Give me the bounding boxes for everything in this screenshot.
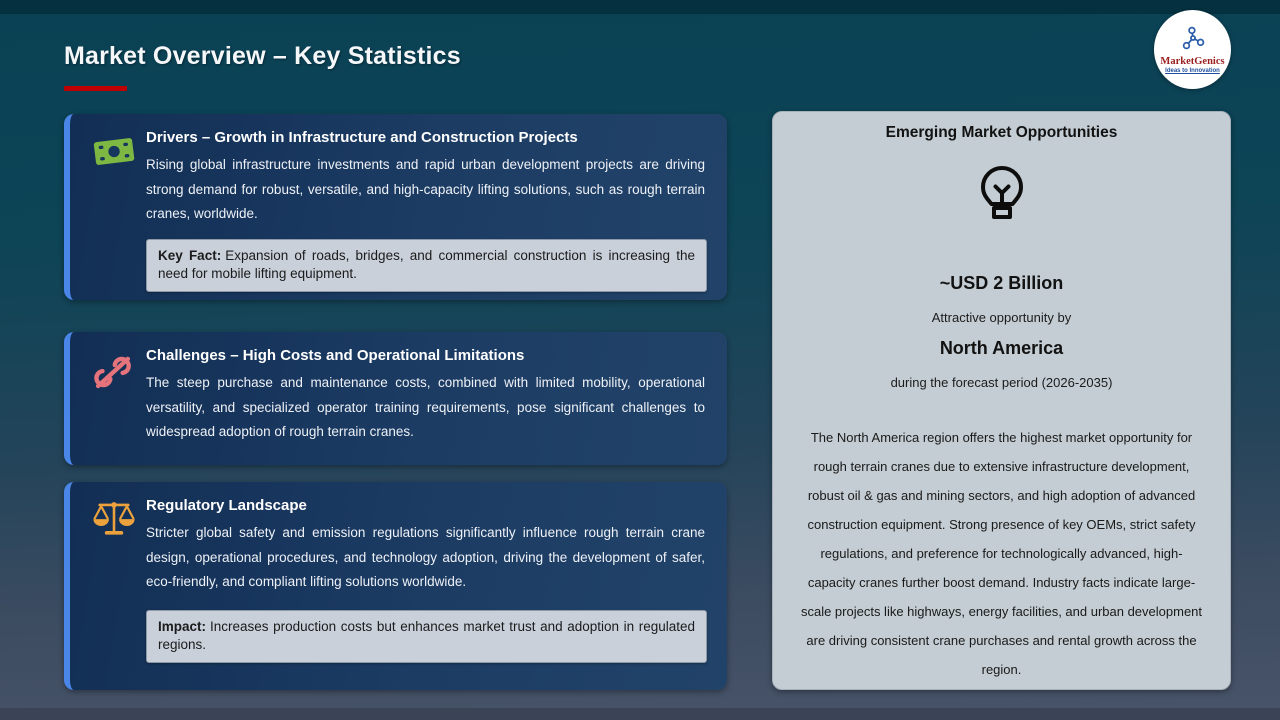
card-body: The steep purchase and maintenance costs, combined with limited mobility, operational versatility, and specialized operator training requirements, pose significant challenges to widespread adoption of rough terrain cranes. xyxy=(146,375,705,439)
logo-tagline: Ideas to Innovation xyxy=(1165,67,1220,74)
impact-box xyxy=(146,610,707,663)
emerging-opportunities-panel xyxy=(772,111,1231,690)
key-fact-box xyxy=(146,239,707,292)
card-title: Regulatory Landscape xyxy=(146,497,307,514)
card-body: Rising global infrastructure investments and rapid urban development projects are driving strong demand for robust, versatile, and high-capacity lifting solutions, such as rough terrain cranes, worldwide. xyxy=(146,157,705,221)
card-drivers xyxy=(64,114,727,300)
money-banknote-icon xyxy=(92,131,136,173)
panel-heading: Emerging Market Opportunities xyxy=(885,124,1118,141)
card-title: Drivers – Growth in Infrastructure and Construction Projects xyxy=(146,129,578,146)
callout-text: Expansion of roads, bridges, and commercial construction is increasing the need for mobile lifting equipment. xyxy=(158,247,695,281)
logo-name: MarketGenics xyxy=(1160,55,1225,67)
molecule-icon xyxy=(1180,26,1206,55)
scales-icon xyxy=(92,499,136,541)
opportunity-description: The North America region offers the highest market opportunity for rough terrain cranes due to extensive infrastructure development, robust oil & gas and mining sectors, and high adoption of advanced construction equipment. Strong presence of key OEMs, strict safety regulations, and preference for technologically advanced, high-capacity cranes further boost demand. Industry facts indicate large-scale projects like highways, energy facilities, and urban development are driving consistent crane purchases and rental growth across the region. xyxy=(800,430,1203,677)
card-challenges xyxy=(64,332,727,465)
bottom-band xyxy=(0,708,1280,720)
card-content xyxy=(146,347,705,445)
card-content xyxy=(146,497,705,595)
title-underline xyxy=(64,86,127,91)
lightbulb-icon xyxy=(799,164,1204,231)
callout-label: Impact: xyxy=(158,618,207,634)
opportunity-region: North America xyxy=(939,338,1064,358)
card-regulatory xyxy=(64,482,727,690)
marketgenics-logo xyxy=(1154,10,1231,89)
card-content xyxy=(146,129,705,227)
page-title: Market Overview – Key Statistics xyxy=(64,42,461,70)
callout-label: Key Fact: xyxy=(158,247,222,263)
card-body: Stricter global safety and emission regulations significantly influence rough terrain crane design, operational procedures, and technology adoption, driving the development of safer, eco-friendly, and compliant lifting solutions worldwide. xyxy=(146,525,705,589)
broken-link-icon xyxy=(92,352,136,394)
callout-text: Increases production costs but enhances market trust and adoption in regulated regions. xyxy=(158,618,695,652)
forecast-period: during the forecast period (2026-2035) xyxy=(890,375,1113,390)
opportunity-subtext: Attractive opportunity by xyxy=(931,310,1072,325)
top-band xyxy=(0,0,1280,14)
card-title: Challenges – High Costs and Operational Limitations xyxy=(146,347,525,364)
opportunity-value: ~USD 2 Billion xyxy=(939,273,1064,293)
